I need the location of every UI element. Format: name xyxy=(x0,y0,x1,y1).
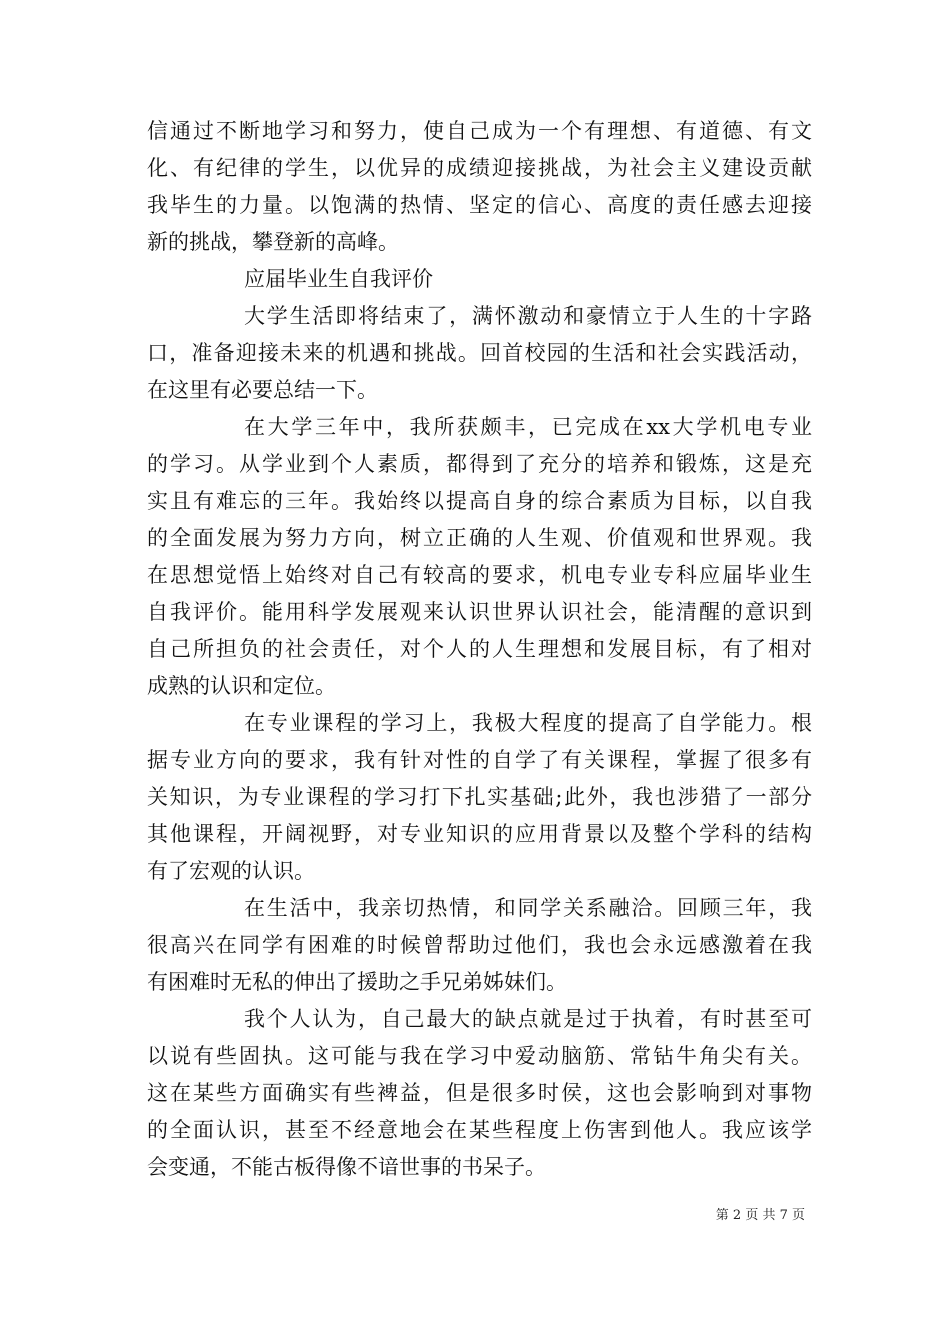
body-line: 以说有些固执。这可能与我在学习中爱动脑筋、常钻牛角尖有关。 xyxy=(147,1044,812,1068)
body-line: 有了宏观的认识。 xyxy=(147,859,315,883)
body-line: 口，准备迎接未来的机遇和挑战。回首校园的生活和社会实践活动， xyxy=(147,341,812,365)
document-body xyxy=(147,113,812,1186)
body-line: 自己所担负的社会责任，对个人的人生理想和发展目标，有了相对 xyxy=(147,637,812,661)
body-line: 的学习。从学业到个人素质，都得到了充分的培养和锻炼，这是充 xyxy=(147,452,812,476)
body-line: 的全面认识，甚至不经意地会在某些程度上伤害到他人。我应该学 xyxy=(147,1118,812,1142)
body-line: 大学生活即将结束了，满怀激动和豪情立于人生的十字路 xyxy=(244,304,812,328)
body-line: 自我评价。能用科学发展观来认识世界认识社会，能清醒的意识到 xyxy=(147,600,812,624)
body-line: 实且有难忘的三年。我始终以提高自身的综合素质为目标，以自我 xyxy=(147,489,812,513)
body-line: 关知识，为专业课程的学习打下扎实基础;此外，我也涉猎了一部分 xyxy=(147,785,812,809)
body-line: 在生活中，我亲切热情，和同学关系融洽。回顾三年，我 xyxy=(244,896,812,920)
body-line: 在思想觉悟上始终对自己有较高的要求，机电专业专科应届毕业生 xyxy=(147,563,812,587)
body-line: 在这里有必要总结一下。 xyxy=(147,378,378,402)
body-line: 我个人认为，自己最大的缺点就是过于执着，有时甚至可 xyxy=(244,1007,812,1031)
body-line: 会变通，不能古板得像不谙世事的书呆子。 xyxy=(147,1155,546,1179)
body-line: 新的挑战，攀登新的高峰。 xyxy=(147,230,399,254)
body-line: 有困难时无私的伸出了援助之手兄弟姊妹们。 xyxy=(147,970,567,994)
body-line: 在大学三年中，我所获颇丰，已完成在xx大学机电专业 xyxy=(244,415,812,439)
body-line: 成熟的认识和定位。 xyxy=(147,674,336,698)
body-line: 这在某些方面确实有些裨益，但是很多时侯，这也会影响到对事物 xyxy=(147,1081,812,1105)
body-line: 据专业方向的要求，我有针对性的自学了有关课程，掌握了很多有 xyxy=(147,748,812,772)
section-heading: 应届毕业生自我评价 xyxy=(244,267,433,291)
body-line: 在专业课程的学习上，我极大程度的提高了自学能力。根 xyxy=(244,711,812,735)
page-number: 第 2 页 共 7 页 xyxy=(715,1208,805,1223)
body-line: 的全面发展为努力方向，树立正确的人生观、价值观和世界观。我 xyxy=(147,526,812,550)
body-line: 其他课程，开阔视野，对专业知识的应用背景以及整个学科的结构 xyxy=(147,822,812,846)
body-line: 我毕生的力量。以饱满的热情、坚定的信心、高度的责任感去迎接 xyxy=(147,193,812,217)
body-line: 信通过不断地学习和努力，使自己成为一个有理想、有道德、有文 xyxy=(147,119,812,143)
body-line: 化、有纪律的学生，以优异的成绩迎接挑战，为社会主义建设贡献 xyxy=(147,156,812,180)
body-line: 很高兴在同学有困难的时候曾帮助过他们，我也会永远感激着在我 xyxy=(147,933,812,957)
